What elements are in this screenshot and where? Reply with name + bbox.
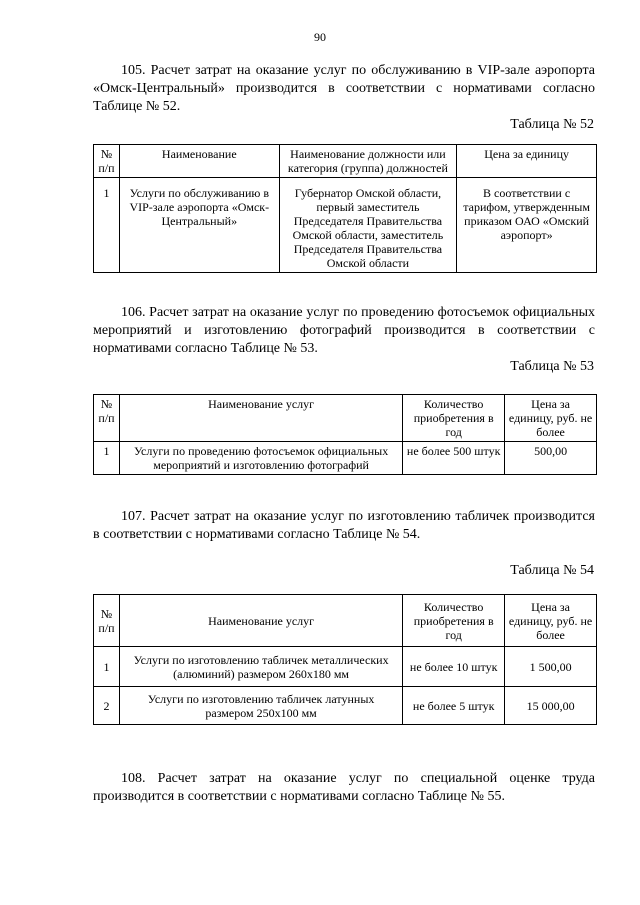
- table-header-cell: Наименование услуг: [119, 395, 402, 442]
- table-row: [94, 442, 597, 475]
- table-cell: Услуги по проведению фотосъемок официальных мероприятий и изготовлению фотографий: [119, 442, 402, 475]
- table-cell: В соответствии с тарифом, утвержденным приказом ОАО «Омский аэропорт»: [457, 178, 597, 273]
- table-cell: не более 10 штук: [403, 647, 505, 687]
- table-cell: 1: [94, 178, 120, 273]
- table-cell: 2: [94, 687, 120, 725]
- table-header-cell: Наименование услуг: [119, 595, 402, 647]
- table-cell: Услуги по изготовлению табличек латунных размером 250х100 мм: [119, 687, 402, 725]
- table-53: [93, 394, 597, 475]
- table-header-cell: Количество приобретения в год: [403, 595, 505, 647]
- table-header-cell: № п/п: [94, 395, 120, 442]
- table-cell: Услуги по изготовлению табличек металлических (алюминий) размером 260х180 мм: [119, 647, 402, 687]
- table-header-cell: Цена за единицу, руб. не более: [505, 595, 597, 647]
- table-cell: 1: [94, 442, 120, 475]
- table-54: [93, 594, 597, 725]
- table-header-cell: Цена за единицу, руб. не более: [505, 395, 597, 442]
- table-header-cell: Наименование: [119, 145, 279, 178]
- table-cell: не более 5 штук: [403, 687, 505, 725]
- table-53-caption: Таблица № 53: [510, 359, 594, 374]
- paragraph-106-text: 106. Расчет затрат на оказание услуг по проведению фотосъемок официальных мероприятий и изготовлению фотографий производится в соответствии с нормативами согласно Таблице № 53.: [93, 305, 595, 356]
- table-cell: 1: [94, 647, 120, 687]
- table-cell: 500,00: [505, 442, 597, 475]
- paragraph-108-text: 108. Расчет затрат на оказание услуг по специальной оценке труда производится в соответствии с нормативами согласно Таблице № 55.: [93, 771, 595, 804]
- table-cell: 1 500,00: [505, 647, 597, 687]
- table-cell: Услуги по обслуживанию в VIP-зале аэропорта «Омск-Центральный»: [119, 178, 279, 273]
- table-header-row: [94, 145, 597, 178]
- paragraph-105: [93, 62, 595, 116]
- paragraph-105-text: 105. Расчет затрат на оказание услуг по обслуживанию в VIP-зале аэропорта «Омск-Центральный» производится в соответствии с нормативами согласно Таблице № 52.: [93, 63, 595, 114]
- paragraph-108: [93, 770, 595, 806]
- table-row: [94, 647, 597, 687]
- table-52-caption: Таблица № 52: [510, 117, 594, 132]
- table-row: [94, 687, 597, 725]
- paragraph-107-text: 107. Расчет затрат на оказание услуг по изготовлению табличек производится в соответствии с нормативами согласно Таблице № 54.: [93, 509, 595, 542]
- table-52: [93, 144, 597, 273]
- table-header-row: [94, 395, 597, 442]
- table-cell: Губернатор Омской области, первый заместитель Председателя Правительства Омской области, заместитель Председателя Правительства Омской области: [279, 178, 457, 273]
- table-header-row: [94, 595, 597, 647]
- table-cell: 15 000,00: [505, 687, 597, 725]
- table-header-cell: № п/п: [94, 145, 120, 178]
- page-number: 90: [314, 30, 326, 44]
- table-header-cell: Количество приобретения в год: [403, 395, 505, 442]
- paragraph-106: [93, 304, 595, 358]
- table-header-cell: № п/п: [94, 595, 120, 647]
- table-header-cell: Цена за единицу: [457, 145, 597, 178]
- table-header-cell: Наименование должности или категория (группа) должностей: [279, 145, 457, 178]
- paragraph-107: [93, 508, 595, 544]
- table-54-caption: Таблица № 54: [510, 563, 594, 578]
- table-cell: не более 500 штук: [403, 442, 505, 475]
- table-row: [94, 178, 597, 273]
